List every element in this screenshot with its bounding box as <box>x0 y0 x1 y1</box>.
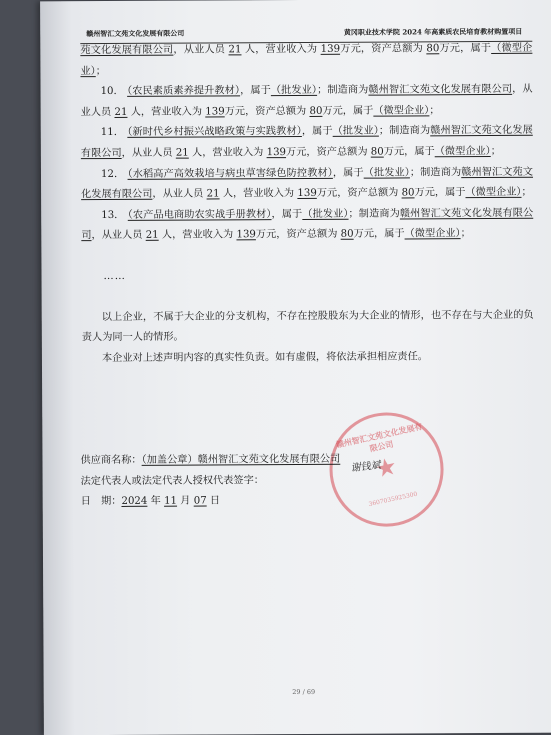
filled-value: 80 <box>401 187 415 199</box>
handwritten-signature: 谢钱斌 <box>350 460 382 475</box>
filled-value: 21 <box>114 106 128 118</box>
text-run: ； <box>490 145 501 157</box>
text-run: ，从业人员 <box>152 188 207 200</box>
filled-value: （微型企业） <box>434 145 491 158</box>
seal-star-icon: ★ <box>372 451 400 484</box>
supplier-value: （加盖公章）赣州智汇文苑文化发展有限公司 <box>141 453 341 466</box>
filled-value: 139 <box>205 106 225 118</box>
date-month: 11 <box>164 495 178 507</box>
filled-value: 80 <box>340 229 354 241</box>
text-run: 万元，属于 <box>322 105 374 117</box>
filled-value: （新时代乡村振兴战略政策与实践教材） <box>127 126 302 139</box>
text-run: 人，营业收入为 <box>188 147 267 159</box>
text-run: ，属于 <box>301 126 333 138</box>
paragraph-item-10 <box>81 80 533 124</box>
page-number: 29 / 69 <box>292 687 316 697</box>
filled-value: 139 <box>266 147 287 159</box>
text-run: ；制造商为 <box>378 125 431 137</box>
text-run: 万元，属于 <box>383 146 435 158</box>
text-run: 万元，资产总额为 <box>255 229 341 241</box>
statement-responsibility: 本企业对上述声明内容的真实性负责。如有虚假，将依法承担相应责任。 <box>101 351 428 364</box>
supplier-label: 供应商名称： <box>80 454 142 467</box>
seal-code: 3607035925300 <box>368 490 419 509</box>
filled-value: （批发业） <box>270 85 318 97</box>
date-line: 日 期：2024 年 11 月 07 日 <box>80 495 221 508</box>
filled-value: 21 <box>145 230 159 242</box>
text-run: 13. <box>101 209 128 221</box>
text-run: ，从业人员 <box>173 44 229 56</box>
text-run: 万元，属于 <box>414 187 466 199</box>
filled-value: 21 <box>175 147 189 159</box>
filled-value: 苑文化发展有限公司 <box>80 44 174 57</box>
filled-value: 赣州智汇文苑文化发展有限公司 <box>368 84 513 96</box>
filled-value: （批发业） <box>332 125 379 138</box>
text-run: 12. <box>100 168 128 180</box>
text-run: 人，营业收入为 <box>241 43 321 56</box>
paragraph-item-13 <box>81 204 533 248</box>
document-page <box>40 0 551 735</box>
filled-value: 21 <box>228 44 242 56</box>
text-run: 人，营业收入为 <box>127 106 206 118</box>
text-run: 万元，资产总额为 <box>340 43 427 55</box>
text-run: 万元，属于 <box>353 228 405 241</box>
text-run: 11. <box>100 127 128 139</box>
paragraph-item-11 <box>81 121 533 165</box>
text-run: 万元，资产总额为 <box>286 146 371 159</box>
representative-label: 法定代表人或法定代表人授权代表签字： <box>80 474 264 487</box>
paragraph-continued <box>80 39 532 83</box>
text-run: ； <box>95 65 106 77</box>
filled-value: （农民素质素养提升教材） <box>127 85 241 98</box>
signature-block <box>80 449 520 513</box>
text-run: 万元，属于 <box>439 43 492 55</box>
filled-value: （微型企业） <box>465 187 522 199</box>
text-run: 人，营业收入为 <box>158 229 237 242</box>
text-run: ，属于 <box>332 167 364 179</box>
date-day: 07 <box>193 495 207 507</box>
text-run: ； <box>460 228 471 240</box>
text-run: ，从业人员 <box>80 83 533 118</box>
date-year: 2024 <box>121 495 148 508</box>
filled-value: （批发业） <box>363 166 410 179</box>
document-body <box>80 39 534 370</box>
filled-value: 139 <box>320 43 341 55</box>
filled-value: 赣州智汇文苑文化发展有限公司 <box>81 207 534 242</box>
date-label: 日 期： <box>80 496 122 508</box>
supplier-line <box>80 449 520 475</box>
ellipsis: …… <box>103 270 126 282</box>
filled-value: 80 <box>309 105 323 117</box>
statement-no-large-enterprise: 以上企业，不属于大企业的分支机构，不存在控股股东为大企业的情形，也不存在与大企业的负责人为同一人的情形。 <box>81 309 534 344</box>
filled-value: 80 <box>370 146 384 158</box>
paragraph-item-12 <box>81 162 533 206</box>
text-run: ，从业人员 <box>121 147 176 159</box>
text-run: 人，营业收入为 <box>219 188 298 200</box>
text-run: 10. <box>100 86 128 98</box>
text-run: 万元，资产总额为 <box>224 105 310 118</box>
filled-value: 139 <box>236 229 256 241</box>
text-run: ； <box>429 105 440 117</box>
text-run: ，属于 <box>271 208 303 220</box>
header-left: 赣州智汇文苑文化发展有限公司 <box>86 28 185 39</box>
filled-value: 139 <box>297 188 317 200</box>
filled-value: （农产品电商助农实战手册教材） <box>127 208 272 221</box>
filled-value: 80 <box>426 43 440 55</box>
text-run: ，从业人员 <box>91 230 146 242</box>
filled-value: （水稻高产高效栽培与病虫草害绿色防控教材） <box>127 167 333 180</box>
filled-value: （微型企业） <box>404 228 461 240</box>
text-run: ；制造商为 <box>317 84 369 97</box>
filled-value: （批发业） <box>302 208 349 220</box>
text-run: ，属于 <box>240 85 271 97</box>
filled-value: 21 <box>206 188 220 200</box>
filled-value: （微型企业） <box>80 42 533 77</box>
text-run: 万元，资产总额为 <box>316 187 402 200</box>
text-run: ；制造商为 <box>409 166 462 178</box>
filled-value: （微型企业） <box>373 105 430 117</box>
representative-line <box>81 469 521 492</box>
filled-value: 赣州智汇文苑文化发展有限公司 <box>81 166 534 201</box>
text-run: ；制造商为 <box>348 208 400 220</box>
seal-text: 赣州智汇文苑文化发展有限公司 <box>335 421 424 454</box>
filled-value: 赣州智汇文苑文化发展有限公司 <box>80 125 533 160</box>
text-run: ； <box>521 186 532 199</box>
header-right: 黄冈职业技术学院 2024 年高素质农民培育教材购置项目 <box>343 26 523 37</box>
